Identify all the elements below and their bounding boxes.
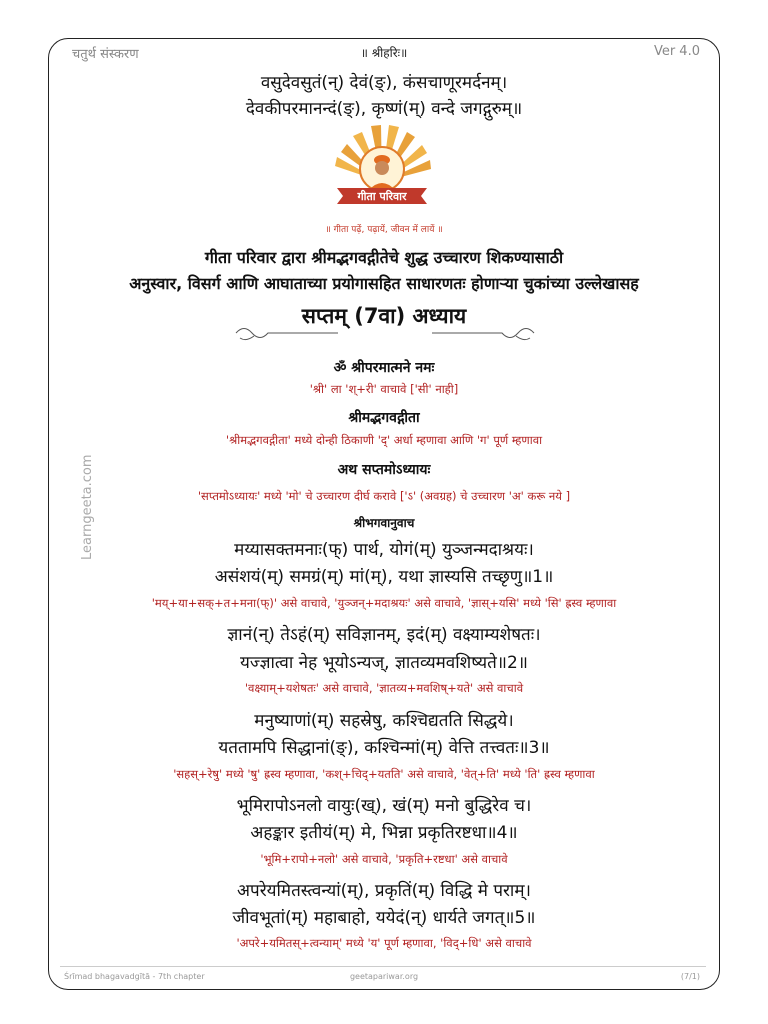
version-label: Ver 4.0 [653,44,700,59]
title-line-2: अनुस्वार, विसर्ग आणि आघाताच्या प्रयोगासहित साधारणतः होणाऱ्या चुकांच्या उल्लेखासह [129,274,639,293]
chapter-title: सप्तम् (7वा) अध्याय [301,304,467,328]
verse-4-note: 'भूमि+रापो+नलो' असे वाचावे, 'प्रकृति+रष्टधा' असे वाचावे [260,852,508,866]
verse-1-note: 'मय्+या+सक्+त+मना(फ्)' असे वाचावे, 'युञ्जन्+मदाश्रयः' असे वाचावे, 'ज्ञास्+यसि' मध्ये 'सि' ह्रस्व म्हणावा [151,596,617,610]
verse-4-line-1: भूमिरापोऽनलो वायुः(ख्), खं(म्) मनो बुद्धिरेव च। [236,796,532,816]
intro-line-2: देवकीपरमानन्दं(ङ्), कृष्णं(म्) वन्दे जगद्गुरुम्॥ [245,99,523,119]
page-number: (7/1) [680,972,700,981]
logo-banner-text: गीता परिवार [357,190,407,203]
gita-heading: श्रीमद्भगवद्गीता [348,410,420,426]
note-shri: 'श्री' ला 'श्+री' वाचावे ['सी' नाही] [309,382,459,396]
footer-divider [60,966,706,967]
ornament-left-icon [232,322,342,344]
verse-4-line-2: अहङ्कार इतीयं(म्) मे, भिन्ना प्रकृतिरष्टधा॥4॥ [250,823,518,843]
header-invocation: ॥ श्रीहरिः॥ [360,46,408,60]
verse-2-line-1: ज्ञानं(न्) तेऽहं(म्) सविज्ञानम्, इदं(म्) वक्ष्याम्यशेषतः। [227,625,541,645]
atha-heading: अथ सप्तमोऽध्यायः [337,462,431,478]
intro-line-1: वसुदेवसुतं(न्) देवं(ङ्), कंसचाणूरमर्दनम्। [260,73,508,93]
verse-1-line-1: मय्यासक्तमनाः(फ्) पार्थ, योगं(म्) युञ्जन्मदाश्रयः। [234,540,534,560]
verse-5-line-1: अपरेयमितस्त्वन्यां(म्), प्रकृतिं(म्) विद्धि मे पराम्। [237,881,531,901]
verse-3-line-1: मनुष्याणां(म्) सहस्रेषु, कश्चिद्यतति सिद्धये। [254,711,514,731]
bhagavan-uvaca: श्रीभगवानुवाच [353,516,415,530]
footer-left: Śrīmad bhagavadgītā - 7th chapter [64,972,205,981]
footer-site: geetapariwar.org [349,972,419,981]
gita-pariwar-logo [327,124,437,220]
om-invocation: ॐ श्रीपरमात्मने नमः [333,360,435,376]
ornament-right-icon [428,322,538,344]
verse-2-line-2: यज्ज्ञात्वा नेह भूयोऽन्यज्, ज्ञातव्यमवशिष्यते॥2॥ [240,653,528,673]
verse-3-line-2: यततामपि सिद्धानां(ङ्), कश्चिन्मां(म्) वेत्ति तत्त्वतः॥3॥ [218,738,550,758]
verse-2-note: 'वक्ष्याम्+यशेषतः' असे वाचावे, 'ज्ञातव्य+मवशिष्+यते' असे वाचावे [244,681,524,695]
verse-3-note: 'सहस्+रेषु' मध्ये 'षु' ह्रस्व म्हणावा, 'कश्+चिद्+यतति' असे वाचावे, 'वेत्+ति' मध्ये 'ति' ह्रस्व म्हणावा [173,767,595,781]
note-atha: 'सप्तमोऽध्यायः' मध्ये 'मो' चे उच्चारण दीर्घ करावे ['ऽ' (अवग्रह) चे उच्चारण 'अ' करू नये ] [197,489,571,503]
tagline: ॥ गीता पढ़ें, पढ़ायें, जीवन में लायें ॥ [325,225,443,235]
verse-5-note: 'अपरे+यमितस्+त्वन्याम्' मध्ये 'य' पूर्ण म्हणावा, 'विद्+धि' असे वाचावे [236,936,532,950]
edition-label: चतुर्थ संस्करण [72,47,139,62]
side-watermark: Learngeeta.com [80,454,95,560]
verse-5-line-2: जीवभूतां(म्) महाबाहो, ययेदं(न्) धार्यते जगत्॥5॥ [232,908,536,928]
title-line-1: गीता परिवार द्वारा श्रीमद्भगवद्गीतेचे शुद्ध उच्चारण शिकण्यासाठी [204,248,564,267]
verse-1-line-2: असंशयं(म्) समग्रं(म्) मां(म्), यथा ज्ञास्यसि तच्छृणु॥1॥ [214,567,554,587]
note-gita: 'श्रीमद्भगवद्गीता' मध्ये दोन्ही ठिकाणी 'द्' अर्धा म्हणावा आणि 'ग' पूर्ण म्हणावा [225,433,543,447]
